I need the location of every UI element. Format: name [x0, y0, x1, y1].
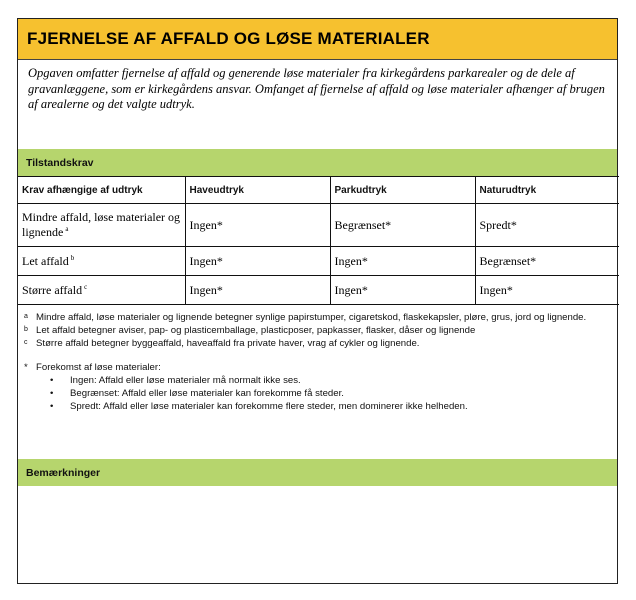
occurrence-heading-line: [24, 361, 611, 374]
table-row: [18, 247, 619, 276]
table-header-cell: Parkudtryk: [330, 177, 475, 204]
list-item-text: Ingen: Affald eller løse materialer må normalt ikke ses.: [70, 375, 301, 386]
section-heading-remarks: Bemærkninger: [18, 459, 617, 486]
footnote-marker: c: [24, 339, 28, 346]
footnote-marker: a: [24, 313, 28, 320]
list-item: [50, 387, 611, 400]
table-cell: Ingen*: [330, 247, 475, 276]
table-cell: Ingen*: [475, 276, 619, 305]
table-cell: Ingen*: [185, 276, 330, 305]
row-label: Let affald: [22, 253, 69, 268]
row-label-cell: [18, 204, 185, 247]
table-header-cell: Naturudtryk: [475, 177, 619, 204]
row-label: Større affald: [22, 282, 83, 297]
table-header-cell: Krav afhængige af udtryk: [18, 177, 185, 204]
list-item-text: Spredt: Affald eller løse materialer kan forekomme flere steder, men dominerer ikke helheden.: [70, 401, 468, 412]
document-title: FJERNELSE AF AFFALD OG LØSE MATERIALER: [18, 19, 617, 60]
occurrence-list: [24, 374, 611, 413]
bullet-icon: •: [50, 388, 54, 399]
table-cell: Spredt*: [475, 204, 619, 247]
row-label: Mindre affald, løse materialer og lignende: [22, 210, 181, 239]
footnote-marker: a: [65, 225, 69, 233]
table-cell: Ingen*: [185, 247, 330, 276]
footnote-marker: b: [70, 253, 75, 262]
table-row: [18, 204, 619, 247]
bullet-icon: •: [50, 401, 54, 412]
requirements-table: [18, 176, 619, 305]
footnotes-block: [18, 305, 617, 459]
row-label-cell: [18, 276, 185, 305]
intro-paragraph: Opgaven omfatter fjernelse af affald og generende løse materialer fra kirkegårdens parkarealer og de dele af gravanlæggene, som er kirkegårdens ansvar. Omfanget af fjernelse af affald og løse materialer afhænger af brugen af arealerne og det valgte udtryk.: [28, 66, 605, 111]
section-heading-condition: Tilstandskrav: [18, 149, 617, 176]
table-header-cell: Haveudtryk: [185, 177, 330, 204]
footnote: [24, 311, 611, 324]
footnote-text: Større affald betegner byggeaffald, haveaffald fra private haver, vrag af cykler og lignende.: [36, 338, 420, 349]
footnote-text: Mindre affald, løse materialer og lignende betegner synlige papirstumper, cigaretskod, flaskekapsler, pløre, grus, jord og lignende.: [36, 312, 587, 323]
table-header-row: [18, 177, 619, 204]
footnote: [24, 337, 611, 350]
document-sheet: [17, 18, 618, 584]
spacer: [24, 350, 611, 361]
table-cell: Begrænset*: [475, 247, 619, 276]
asterisk-marker: *: [24, 362, 28, 373]
footnote-marker: b: [24, 326, 28, 333]
row-label-cell: [18, 247, 185, 276]
footnote-text: Let affald betegner aviser, pap- og plasticemballage, plasticposer, papkasser, flasker, dåser og lignende: [36, 325, 476, 336]
footnote: [24, 324, 611, 337]
list-item: [50, 374, 611, 387]
occurrence-heading: Forekomst af løse materialer:: [36, 362, 161, 373]
list-item: [50, 400, 611, 413]
table-row: [18, 276, 619, 305]
table-cell: Ingen*: [330, 276, 475, 305]
footnote-marker: c: [84, 282, 88, 291]
list-item-text: Begrænset: Affald eller løse materialer kan forekomme få steder.: [70, 388, 344, 399]
table-cell: Ingen*: [185, 204, 330, 247]
table-cell: Begrænset*: [330, 204, 475, 247]
bullet-icon: •: [50, 375, 54, 386]
